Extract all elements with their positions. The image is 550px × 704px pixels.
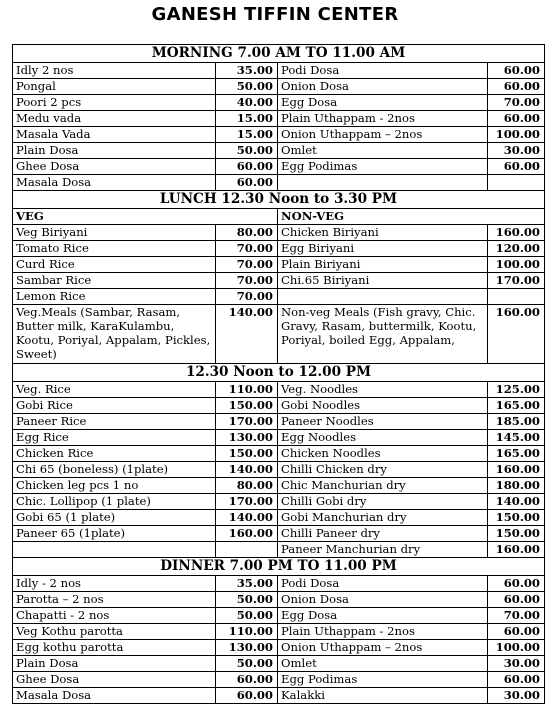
item-name-left: Paneer 65 (1plate) [13,526,216,542]
item-name-left: Poori 2 pcs [13,95,216,111]
item-name-left: Tomato Rice [13,241,216,257]
item-name-left: Idly 2 nos [13,63,216,79]
menu-row [13,95,545,111]
item-name-right: Chilli Chicken dry [278,462,488,478]
item-price-right: 185.00 [488,414,545,430]
item-price-right: 60.00 [488,624,545,640]
menu-row [13,63,545,79]
menu-row [13,241,545,257]
item-name-left: Masala Vada [13,127,216,143]
item-price-right: 60.00 [488,159,545,175]
item-name-right: Paneer Manchurian dry [278,542,488,558]
menu-row [13,478,545,494]
menu-row [13,273,545,289]
item-price-left [216,542,278,558]
item-name-right: Podi Dosa [278,63,488,79]
menu-row [13,159,545,175]
item-price-right: 60.00 [488,79,545,95]
item-name-right: Plain Biriyani [278,257,488,273]
nonveg-label: NON-VEG [278,209,545,225]
menu-row [13,688,545,704]
item-price-left: 130.00 [216,640,278,656]
item-name-right: Onion Uthappam – 2nos [278,127,488,143]
item-name-right: Chicken Noodles [278,446,488,462]
menu-row [13,656,545,672]
item-price-left: 130.00 [216,430,278,446]
menu-row [13,542,545,558]
menu-row [13,608,545,624]
item-price-left: 60.00 [216,672,278,688]
menu-row [13,111,545,127]
item-price-left: 150.00 [216,446,278,462]
nonveg-meals-price: 160.00 [488,305,545,364]
item-name-right: Plain Uthappam - 2nos [278,111,488,127]
item-name-right: Chi.65 Biriyani [278,273,488,289]
lunch-subheader-row [13,209,545,225]
item-name-left: Egg Rice [13,430,216,446]
item-name-right [278,289,488,305]
menu-row [13,79,545,95]
item-price-right: 30.00 [488,656,545,672]
item-price-right: 60.00 [488,672,545,688]
page-title: GANESH TIFFIN CENTER [151,4,399,25]
menu-table [12,44,545,704]
nonveg-meals-description: Non-veg Meals (Fish gravy, Chic. Gravy, Rasam, buttermilk, Kootu, Poriyal, boiled Egg, Appalam, [278,305,488,364]
item-name-right [278,175,488,191]
item-name-left: Plain Dosa [13,656,216,672]
item-price-right [488,289,545,305]
item-name-right: Gobi Manchurian dry [278,510,488,526]
item-price-right: 165.00 [488,446,545,462]
item-name-left: Plain Dosa [13,143,216,159]
item-name-left [13,542,216,558]
item-price-left: 110.00 [216,382,278,398]
dinner-rows [13,576,545,704]
item-name-right: Chic Manchurian dry [278,478,488,494]
item-price-left: 70.00 [216,257,278,273]
veg-meals-price: 140.00 [216,305,278,364]
item-name-left: Veg Kothu parotta [13,624,216,640]
meals-row [13,305,545,364]
item-price-left: 60.00 [216,688,278,704]
menu-row [13,382,545,398]
item-name-left: Chicken Rice [13,446,216,462]
item-name-left: Sambar Rice [13,273,216,289]
item-name-right: Egg Dosa [278,608,488,624]
item-name-right: Podi Dosa [278,576,488,592]
item-name-right: Onion Dosa [278,592,488,608]
item-price-left: 60.00 [216,159,278,175]
item-name-left: Ghee Dosa [13,159,216,175]
item-name-left: Egg kothu parotta [13,640,216,656]
item-price-left: 15.00 [216,111,278,127]
menu-row [13,127,545,143]
item-price-left: 150.00 [216,398,278,414]
menu-row [13,494,545,510]
item-price-left: 80.00 [216,478,278,494]
section-header-lunch [13,191,545,209]
dinner-heading: DINNER 7.00 PM TO 11.00 PM [13,558,545,576]
menu-row [13,289,545,305]
section-header-noon [13,364,545,382]
item-price-left: 50.00 [216,592,278,608]
lunch-heading: LUNCH 12.30 Noon to 3.30 PM [13,191,545,209]
item-name-right: Chicken Biriyani [278,225,488,241]
menu-row [13,510,545,526]
item-name-right: Kalakki [278,688,488,704]
item-price-left: 35.00 [216,63,278,79]
item-name-right: Chilli Gobi dry [278,494,488,510]
item-price-right: 100.00 [488,640,545,656]
item-price-right: 160.00 [488,542,545,558]
item-name-left: Masala Dosa [13,175,216,191]
item-name-left: Veg Biriyani [13,225,216,241]
item-price-left: 60.00 [216,175,278,191]
item-name-right: Omlet [278,143,488,159]
item-price-left: 70.00 [216,273,278,289]
menu-row [13,672,545,688]
item-price-left: 80.00 [216,225,278,241]
menu-row [13,526,545,542]
item-name-right: Plain Uthappam - 2nos [278,624,488,640]
menu-row [13,175,545,191]
item-name-left: Chicken leg pcs 1 no [13,478,216,494]
item-price-left: 110.00 [216,624,278,640]
item-name-left: Gobi 65 (1 plate) [13,510,216,526]
item-price-right: 150.00 [488,510,545,526]
item-name-right: Egg Podimas [278,672,488,688]
item-name-left: Idly - 2 nos [13,576,216,592]
item-price-right: 60.00 [488,111,545,127]
item-price-right: 60.00 [488,576,545,592]
menu-row [13,143,545,159]
item-name-left: Chic. Lollipop (1 plate) [13,494,216,510]
menu-row [13,576,545,592]
item-price-left: 50.00 [216,143,278,159]
item-name-left: Chapatti - 2 nos [13,608,216,624]
item-price-right: 165.00 [488,398,545,414]
item-name-right: Onion Dosa [278,79,488,95]
section-header-morning [13,45,545,63]
item-name-right: Gobi Noodles [278,398,488,414]
item-price-right: 70.00 [488,608,545,624]
section-header-dinner [13,558,545,576]
item-price-right: 180.00 [488,478,545,494]
item-price-left: 15.00 [216,127,278,143]
item-price-right: 140.00 [488,494,545,510]
item-price-right: 60.00 [488,63,545,79]
menu-row [13,624,545,640]
veg-label: VEG [13,209,278,225]
item-price-right: 30.00 [488,688,545,704]
item-name-left: Lemon Rice [13,289,216,305]
item-price-left: 140.00 [216,510,278,526]
item-price-right: 160.00 [488,462,545,478]
item-name-right: Egg Podimas [278,159,488,175]
menu-row [13,430,545,446]
item-price-left: 170.00 [216,414,278,430]
item-name-right: Veg. Noodles [278,382,488,398]
item-name-left: Gobi Rice [13,398,216,414]
item-name-right: Egg Dosa [278,95,488,111]
item-name-left: Chi 65 (boneless) (1plate) [13,462,216,478]
item-price-right: 60.00 [488,592,545,608]
item-name-right: Egg Biriyani [278,241,488,257]
item-name-left: Parotta – 2 nos [13,592,216,608]
item-name-left: Masala Dosa [13,688,216,704]
item-name-left: Medu vada [13,111,216,127]
item-name-left: Pongal [13,79,216,95]
item-name-right: Egg Noodles [278,430,488,446]
menu-row [13,414,545,430]
item-price-right: 170.00 [488,273,545,289]
item-price-right [488,175,545,191]
item-name-left: Ghee Dosa [13,672,216,688]
item-name-right: Omlet [278,656,488,672]
item-price-left: 70.00 [216,241,278,257]
menu-row [13,257,545,273]
item-price-left: 70.00 [216,289,278,305]
item-price-right: 30.00 [488,143,545,159]
noon-rows [13,382,545,558]
item-price-right: 120.00 [488,241,545,257]
item-name-right: Onion Uthappam – 2nos [278,640,488,656]
item-price-right: 125.00 [488,382,545,398]
item-price-left: 40.00 [216,95,278,111]
morning-rows [13,63,545,191]
noon-heading: 12.30 Noon to 12.00 PM [13,364,545,382]
item-price-right: 145.00 [488,430,545,446]
item-name-right: Chilli Paneer dry [278,526,488,542]
item-name-left: Veg. Rice [13,382,216,398]
veg-meals-description: Veg.Meals (Sambar, Rasam, Butter milk, KaraKulambu, Kootu, Poriyal, Appalam, Pickles, Sweet) [13,305,216,364]
menu-row [13,592,545,608]
item-name-left: Curd Rice [13,257,216,273]
lunch-rows [13,225,545,305]
item-price-right: 160.00 [488,225,545,241]
item-price-left: 160.00 [216,526,278,542]
item-price-left: 35.00 [216,576,278,592]
item-name-left: Paneer Rice [13,414,216,430]
item-price-right: 150.00 [488,526,545,542]
item-price-right: 100.00 [488,127,545,143]
item-price-right: 70.00 [488,95,545,111]
menu-row [13,462,545,478]
menu-row [13,446,545,462]
menu-row [13,640,545,656]
item-price-left: 50.00 [216,79,278,95]
item-name-right: Paneer Noodles [278,414,488,430]
item-price-left: 50.00 [216,656,278,672]
morning-heading: MORNING 7.00 AM TO 11.00 AM [13,45,545,63]
item-price-left: 170.00 [216,494,278,510]
menu-row [13,225,545,241]
item-price-right: 100.00 [488,257,545,273]
menu-row [13,398,545,414]
item-price-left: 140.00 [216,462,278,478]
item-price-left: 50.00 [216,608,278,624]
